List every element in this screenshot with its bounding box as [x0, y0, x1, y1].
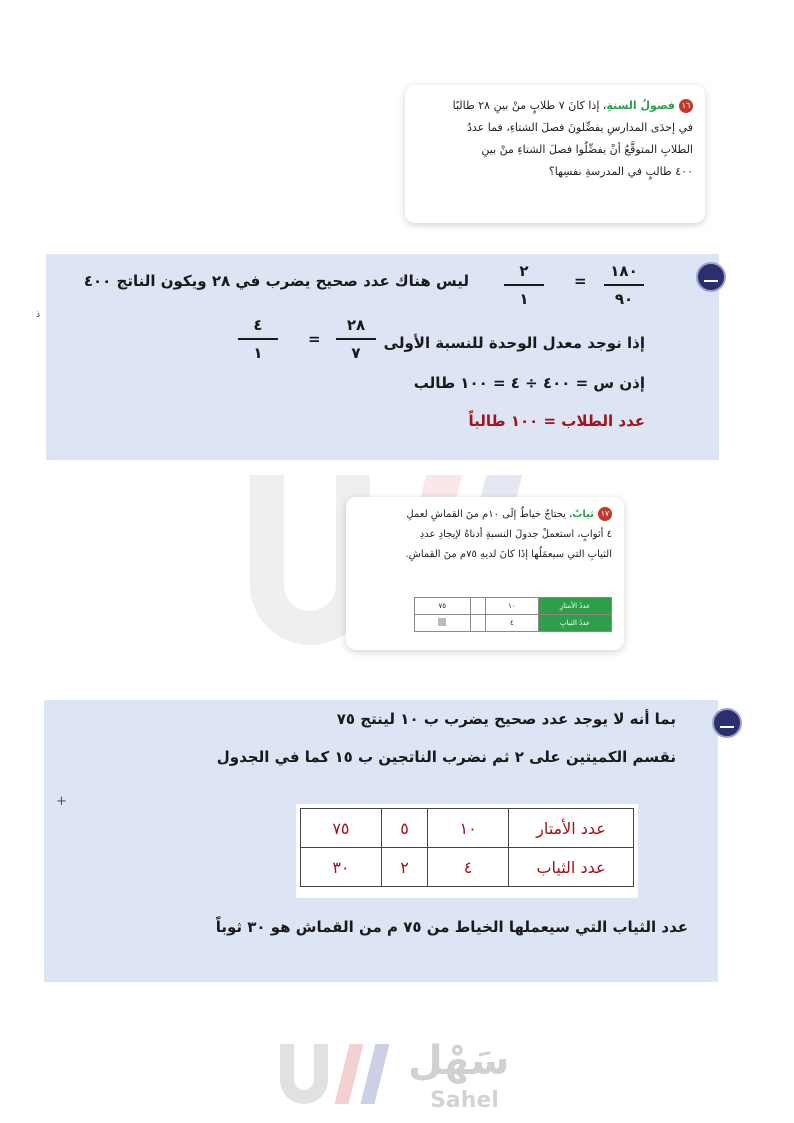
problem-17-title: ثيابٌ — [572, 509, 594, 520]
row-header: عدد الثياب — [509, 848, 634, 887]
solution-16-line-3: إذن س = ٤٠٠ ÷ ٤ = ١٠٠ طالب — [413, 374, 645, 392]
problem-16-line-1: ١٦فصولُ السنةِ، إذا كانَ ٧ طلابٍ منْ بينِ ٢٨ طالبًا — [413, 95, 693, 117]
solution-17-conclusion: عدد الثياب التي سيعملها الخياط من ٧٥ م من القماش هو ٣٠ ثوباً — [215, 918, 688, 936]
ratio-table-frame — [296, 804, 638, 898]
problem-number-badge: ١٧ — [598, 507, 612, 521]
problem-17-line-1: ١٧ثيابٌ، يحتاجُ خياطٌ إلَى ١٠م منَ القماشِ لعملِ — [350, 505, 612, 525]
ratio-table-large — [300, 808, 634, 887]
problem-16-line-2: في إحدَى المدارسِ يفضِّلونَ فصلَ الشتاءِ، فما عددُ — [467, 121, 693, 134]
problem-16-line-3: الطلابِ المتوقَّعُ أنْ يفضِّلُوا فصلَ الشتاءِ منْ بينِ — [481, 143, 693, 156]
row-header: عددُ الأمتارِ — [539, 598, 612, 615]
sahel-badge-icon — [712, 708, 742, 738]
row-header: عدد الأمتار — [509, 809, 634, 848]
equals-sign-1: = — [574, 272, 587, 290]
problem-17-card — [346, 497, 624, 650]
problem-17-line-3: الثيابِ التي سيعمَلُها إذَا كانَ لديهِ ٧٥م منَ القماشِ. — [405, 549, 612, 560]
sahel-logo — [280, 1038, 520, 1118]
solution-17-panel — [44, 700, 718, 982]
solution-17-line-2: نقسم الكميتين على ٢ ثم نضرب الناتجين ب ١٥ كما في الجدول — [216, 748, 676, 766]
problem-16-card — [405, 85, 705, 223]
solution-16-panel — [46, 254, 719, 460]
solution-16-answer: عدد الطلاب = ١٠٠ طالباً — [468, 412, 645, 430]
solution-16-line-2: إذا نوجد معدل الوحدة للنسبة الأولى — [383, 334, 645, 352]
table-row: عدد الثياب ٤ ٢ ٣٠ — [301, 848, 634, 887]
fraction-1a: ١٨٠ ٩٠ — [604, 262, 644, 308]
ratio-table-small — [414, 597, 612, 632]
problem-16-title: فصولُ السنةِ — [606, 99, 675, 112]
solution-17-line-1: بما أنه لا يوجد عدد صحيح يضرب ب ١٠ لينتج ٧٥ — [336, 710, 676, 728]
table-row: عدد الأمتار ١٠ ٥ ٧٥ — [301, 809, 634, 848]
fraction-2a: ٢٨ ٧ — [336, 316, 376, 362]
logo-latin-text: Sahel — [430, 1088, 499, 1113]
fraction-1b: ٢ ١ — [504, 262, 544, 308]
sahel-badge-icon — [696, 262, 726, 292]
empty-answer-cell — [415, 615, 471, 632]
problem-17-line-2: ٤ أثوابٍ، استعملْ جدولَ النسبةِ أدناهُ لإيجادِ عددِ — [419, 529, 612, 540]
equals-sign-2: = — [308, 330, 321, 348]
plus-mark: + — [56, 794, 67, 809]
fraction-2b: ٤ ١ — [238, 316, 278, 362]
margin-mark: ذ — [36, 310, 41, 320]
table-row: عددُ الثيابِ ٤ — [415, 615, 612, 632]
solution-16-line-1: ليس هناك عدد صحيح يضرب في ٢٨ ويكون الناتج ٤٠٠ — [83, 272, 469, 290]
logo-arabic-text: سَهْل — [408, 1038, 510, 1084]
row-header: عددُ الثيابِ — [539, 615, 612, 632]
problem-16-line-4: ٤٠٠ طالبٍ في المدرسةِ نفسِها؟ — [548, 165, 693, 178]
table-row: عددُ الأمتارِ ١٠ ٧٥ — [415, 598, 612, 615]
problem-number-badge: ١٦ — [679, 99, 693, 113]
